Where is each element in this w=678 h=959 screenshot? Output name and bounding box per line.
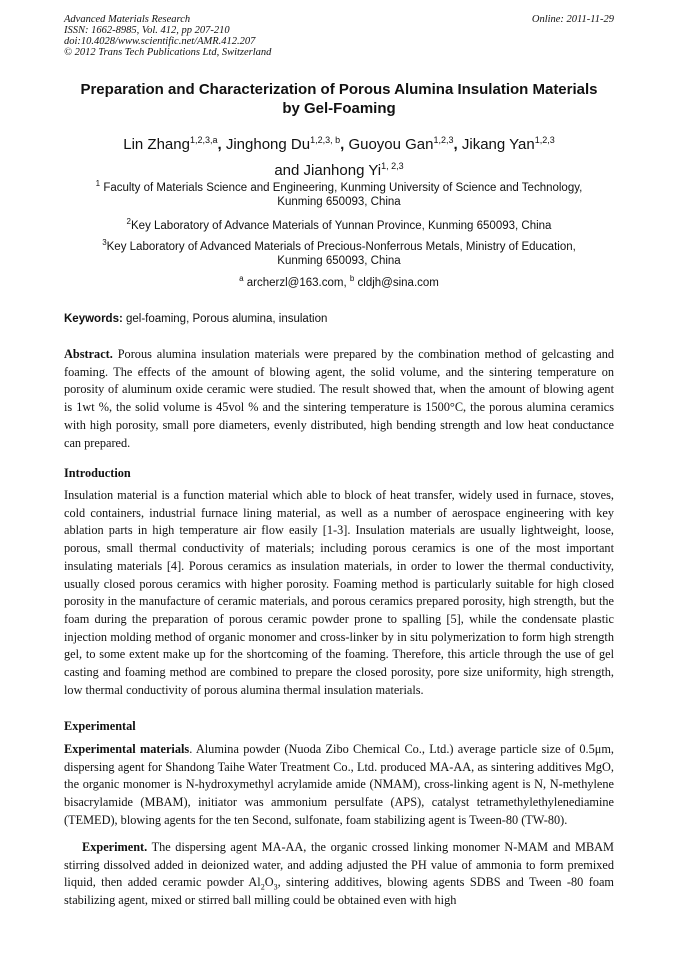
online-date: Online: 2011-11-29: [531, 14, 614, 25]
experimental-materials: [64, 741, 614, 830]
keywords-label: Keywords:: [64, 313, 123, 325]
email-a: archerzl@163.com,: [246, 277, 350, 289]
materials-text: . Alumina powder (Nuoda Zibo Chemical Co., Ltd.) average particle size of 0.5μm, dispersing agent for Shandong Taihe Water Treatment Co., Ltd. produced MA-AA, as sintering additives MgO, the organic monomer is N-hydroxymethyl acrylamide amide (NMAM), cross-linking agent is N, N-methylene bisacrylamide (MBAM), initiator was ammonium persulfate (APS), catalyst tetramethylethylenediamine (TEMED), blowing agents for the ten Second, sulfonate, foam stabilizing agent is Tween-80 (TW-80).: [64, 742, 614, 827]
materials-label: Experimental materials: [64, 742, 190, 756]
affil-sup: 2: [126, 217, 131, 227]
experiment-text-cont: , sintering additives, blowing agents SDBS and Tween -80 foam stabilizing agent, mixed or stirred ball milling could be obtained even with high: [64, 875, 614, 908]
affiliation-2: [64, 219, 614, 233]
email-sup: b: [349, 274, 355, 284]
paper-title: [64, 80, 614, 118]
affiliation-1: [64, 181, 614, 209]
affiliation-3: [64, 240, 614, 268]
affil-sup: 1: [95, 179, 101, 189]
author-list: [64, 132, 614, 184]
affil-text: Kunming 650093, China: [277, 196, 401, 208]
author-name: Guoyou Gan: [348, 136, 434, 153]
author-affil-sup: 1,2,3, b: [310, 135, 341, 145]
affil-text: Kunming 650093, China: [277, 255, 401, 267]
affil-text: Key Laboratory of Advanced Materials of Precious-Nonferrous Metals, Ministry of Education,: [106, 241, 576, 253]
author-sep: ,: [217, 136, 226, 153]
keywords-text: gel-foaming, Porous alumina, insulation: [122, 313, 328, 325]
introduction-heading: Introduction: [64, 466, 131, 480]
oxygen-symbol: O: [264, 875, 274, 890]
subscript: 2: [260, 882, 265, 892]
subscript: 3: [273, 882, 278, 892]
author-affil-sup: 1,2,3,a: [189, 135, 218, 145]
author-name: and Jianhong Yi: [274, 162, 382, 179]
experiment-text: The dispersing agent MA-AA, the organic crossed linking monomer N-MAM and MBAM stirring dissolved added in deionized water, and adding adjusted the PH value of ammonia to form premixed liquid, then added ceramic powder Al: [64, 840, 614, 890]
keywords: [64, 313, 614, 325]
experiment-label: Experiment.: [82, 840, 148, 854]
experimental-heading: Experimental: [64, 719, 136, 733]
author-sep: ,: [453, 136, 462, 153]
authors-line-1: [64, 132, 614, 158]
experiment-procedure: [64, 839, 614, 910]
author-sep: ,: [340, 136, 349, 153]
affil-text: Faculty of Materials Science and Engineering, Kunming University of Science and Technology,: [103, 182, 583, 194]
author-name: Jinghong Du: [225, 136, 311, 153]
affil-text: Key Laboratory of Advance Materials of Yunnan Province, Kunming 650093, China: [131, 220, 552, 232]
abstract-text: Porous alumina insulation materials were prepared by the combination method of gelcasting and foaming. The effects of the amount of blowing agent, the solid volume, and the sintering temperature on porosity of aluminum oxide ceramic were studied. The result showed that, when the amount of blowing agent is 1wt %, the solid volume is 45vol % and the sintering temperature is 1500°C, the porous alumina ceramics with high porosity, small pore diameters, evenly distributed, high bending strength and low heat conductance can prepared.: [64, 347, 614, 450]
title-line-2: by Gel-Foaming: [282, 100, 396, 117]
introduction-text: Insulation material is a function material which able to block of heat transfer, widely used in furnace, stoves, cold containers, industrial furnace lining material, as well as a number of aerospace engineering with key ablation parts in high temperature air flow easily [1-3]. Insulation materials are usually lightweight, loose, porous, small thermal conductivity of materials; including porous ceramics is one of the most important insulating materials [4]. Porous ceramics as insulation materials, in order to lower the thermal conductivity, usually closed porous ceramics with higher porosity. Foaming method is particularly suitable for high closed porosity in the manufacture of ceramic materials, and porous ceramics prepared porosity, high strength, but the foam during the preparation of porous ceramic powder prone to spalling [5], while the condensate plastic injection molding method of organic monomer and cross-linker by in situ polymerization to form high strength gel, to some extent make up for the shortcoming of the foaming. Therefore, this article through the use of gel casting and foaming method are combined to prepare the closed porosity, pore size uniformity, high strength, low thermal conductivity of porous alumina thermal insulation materials.: [64, 488, 614, 697]
issn-line: ISSN: 1662-8985, Vol. 412, pp 207-210: [64, 25, 230, 36]
author-affil-sup: 1, 2,3: [381, 161, 404, 171]
author-affil-sup: 1,2,3: [433, 135, 454, 145]
author-name: Lin Zhang: [123, 136, 190, 153]
author-name: Jikang Yan: [461, 136, 535, 153]
email-sup: a: [239, 274, 244, 284]
author-emails: [64, 276, 614, 290]
author-affil-sup: 1,2,3: [534, 135, 555, 145]
doi-line: doi:10.4028/www.scientific.net/AMR.412.207: [64, 36, 256, 47]
journal-name: Advanced Materials Research: [64, 14, 191, 25]
copyright-line: © 2012 Trans Tech Publications Ltd, Switzerland: [64, 47, 272, 58]
abstract: [64, 346, 614, 452]
journal-header: [64, 14, 271, 58]
email-b: cldjh@sina.com: [357, 277, 439, 289]
title-line-1: Preparation and Characterization of Porous Alumina Insulation Materials: [80, 81, 598, 98]
affil-sup: 3: [102, 238, 107, 248]
abstract-label: Abstract.: [64, 347, 113, 361]
